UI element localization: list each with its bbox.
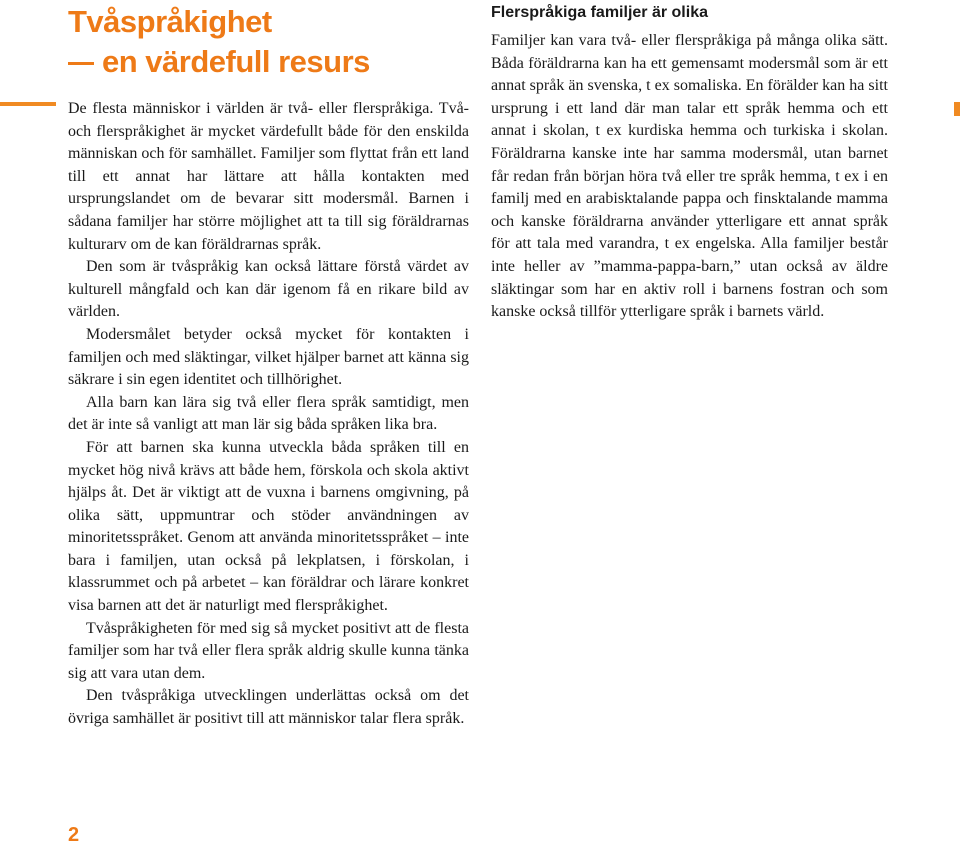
page-number: 2 [68,824,80,846]
body-paragraph: Modersmålet betyder också mycket för kontakten i familjen och med släktingar, vilket hjälper barnet att känna sig säkrare i sin egen identitet och tillhörighet. [68,325,469,389]
accent-bar-left [0,102,56,106]
section-paragraph: Familjer kan vara två- eller flerspråkiga på många olika sätt. Båda föräldrarna kan ha ett gemensamt modersmål som är ett annat språk än svenska, t ex somaliska. En förälder kan ha sitt ursprung i ett land där man talar ett språk hemma och ett annat i skolan, t ex kurdiska hemma och turkiska i skolan. Föräldrarna kanske inte har samma modersmål, utan barnet får redan från början höra två eller tre språk hemma, t ex i en familj med en arabisktalande pappa och finsktalande mamma och kanske föräldrarna använder ytterligare ett annat språk för att tala med varandra, t ex engelska. Alla familjer består inte heller av ”mamma-pappa-barn,” utan också av äldre släktingar som har en aktiv roll i barnens fostran och som kanske också tillför ytterligare språk i barnets värld. [491,32,888,321]
right-column [491,0,888,324]
body-paragraph: Alla barn kan lära sig två eller flera språk samtidigt, men det är inte så vanligt att man lär sig båda språken lika bra. [68,393,469,434]
title-line-2 [68,42,468,82]
title-line-2-text: en värdefull resurs [102,44,370,79]
section-heading: Flerspråkiga familjer är olika [491,4,708,21]
body-paragraph: Tvåspråkigheten för med sig så mycket positivt att de flesta familjer som har två eller flera språk aldrig skulle kunna tänka sig att vara utan dem. [68,619,469,682]
body-paragraph: För att barnen ska kunna utveckla båda språken till en mycket hög nivå krävs att både hem, förskola och skola aktivt hjälps åt. Det är viktigt att de vuxna i barnens omgivning, på olika sätt, uppmuntrar och stöder användningen av minoritetsspråket. Genom att använda minoritetsspråket – inte bara i familjen, utan också på lekplatsen, i förskolan, i klassrummet och på arbetet – kan föräldrar och lärare konkret visa barnen att det är naturligt med flerspråkighet. [68,438,469,615]
page-title [68,2,468,82]
accent-bar-right [954,102,960,116]
body-paragraph: Den som är tvåspråkig kan också lättare förstå värdet av kulturell mångfald och kan där igenom få en rikare bild av världen. [68,258,469,321]
title-line-1: Tvåspråkighet [68,4,272,39]
left-column [68,98,469,731]
title-dash [68,62,94,65]
body-paragraph: De flesta människor i världen är två- eller flerspråkiga. Två- och flerspråkighet är mycket värdefullt både för den enskilda människan och för samhället. Familjer som flyttat från ett land till ett annat har lättare att hålla kontakten med ursprungslandet om de bevarar sitt modersmål. Barnen i sådana familjer har större möjlighet att ta till sig föräldrarnas kulturarv om de kan föräldrarnas språk. [68,100,469,253]
body-paragraph: Den tvåspråkiga utvecklingen underlättas också om det övriga samhället är positivt till att människor talar flera språk. [68,687,469,728]
